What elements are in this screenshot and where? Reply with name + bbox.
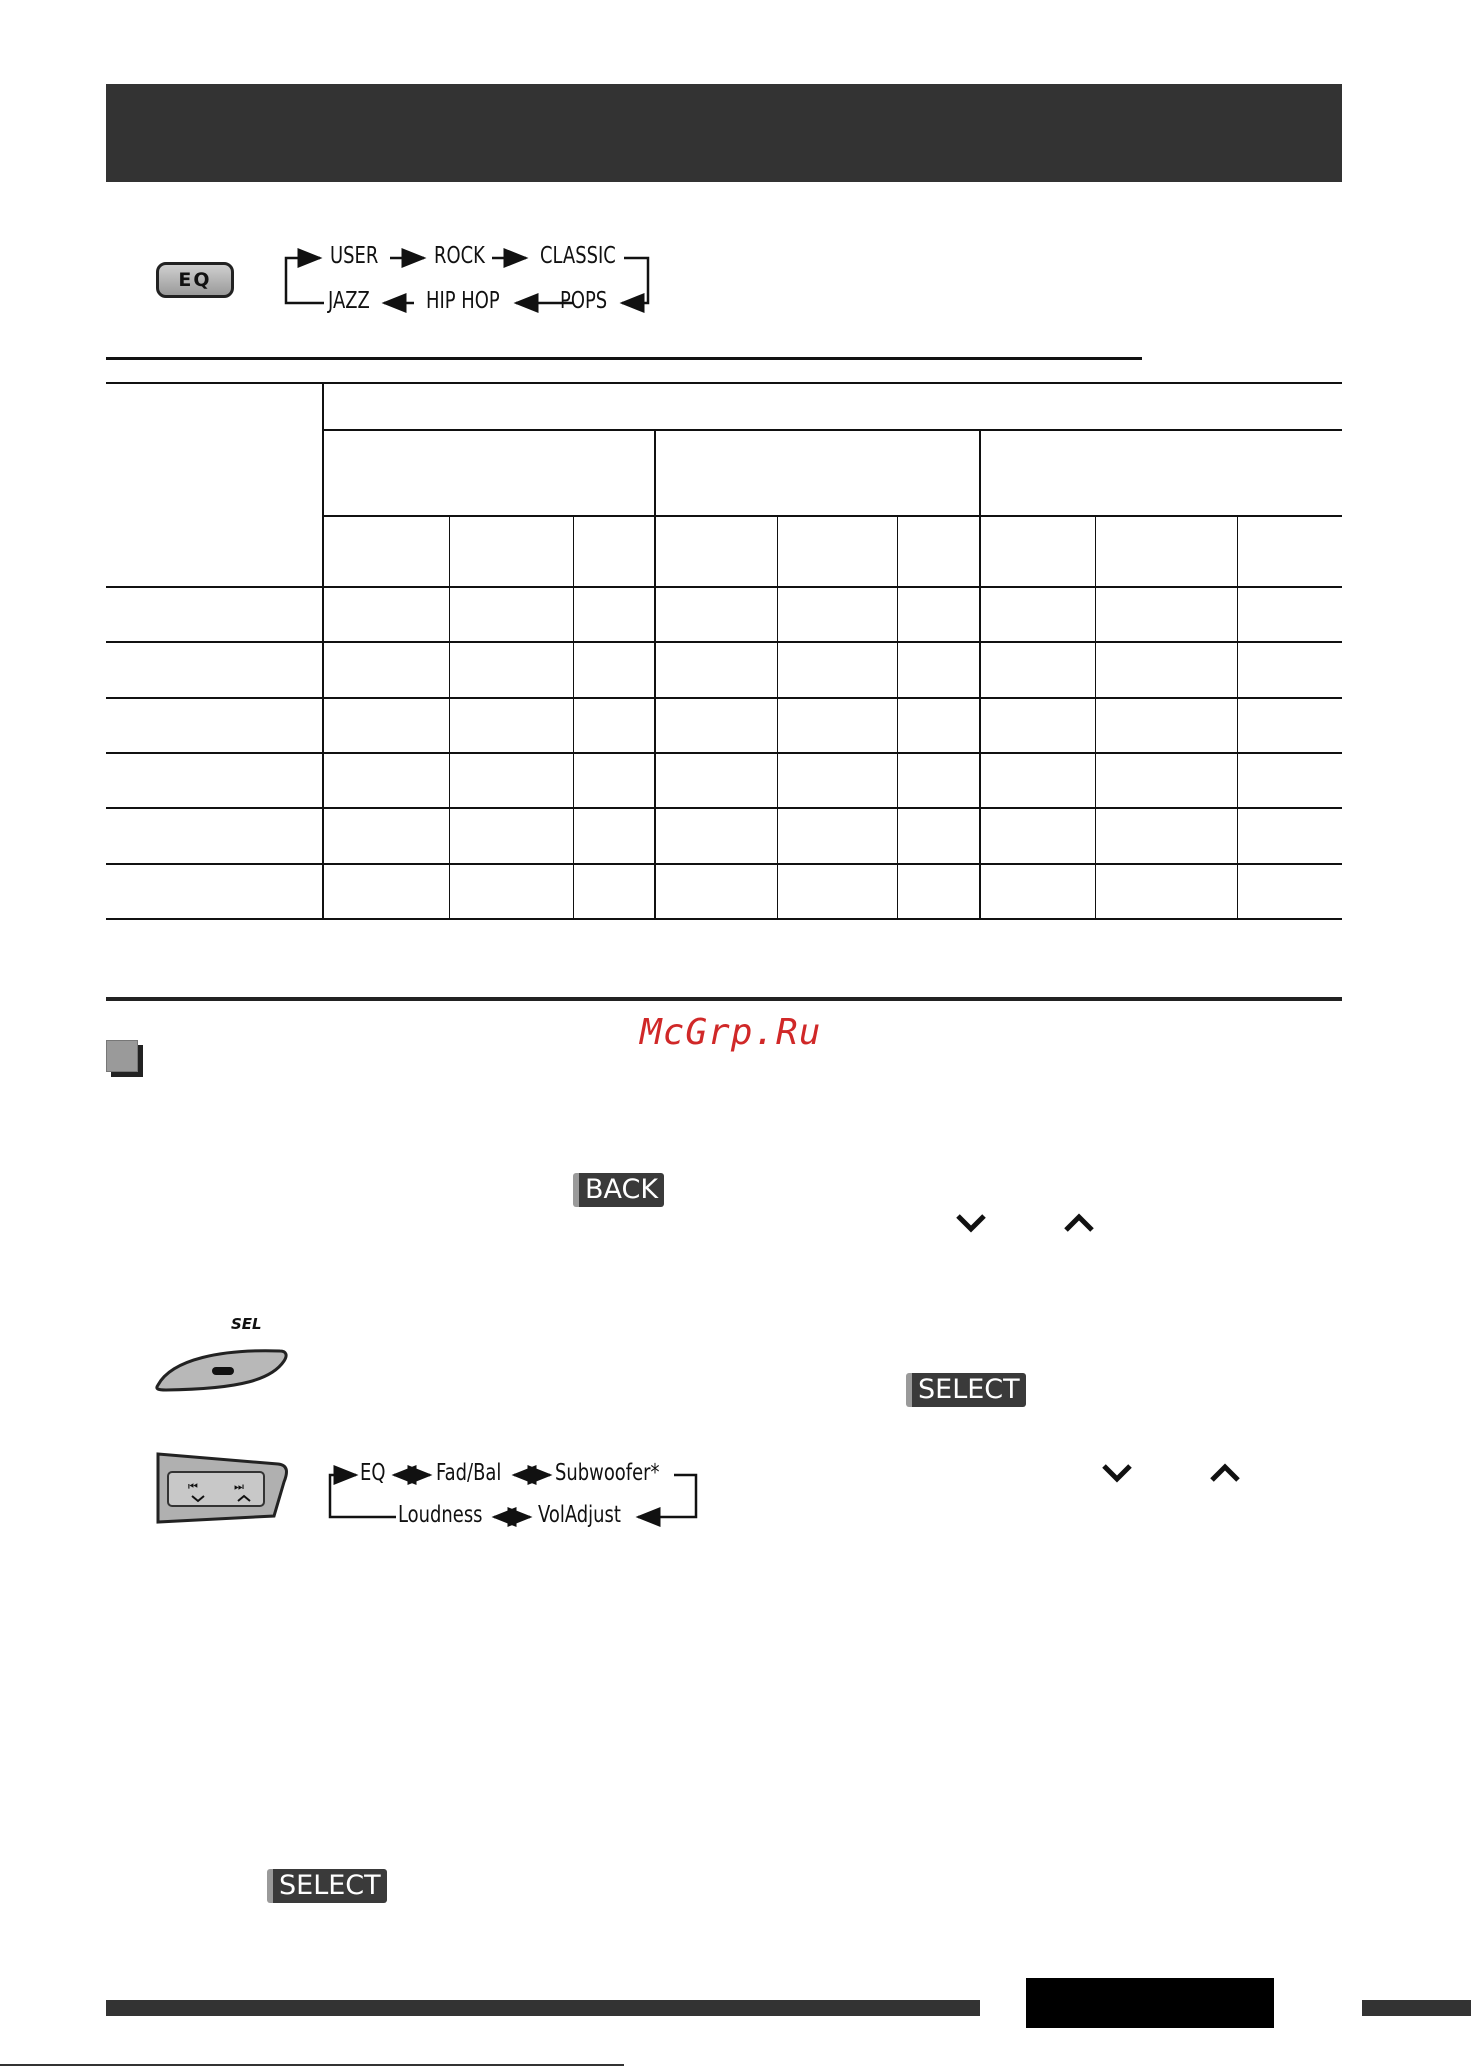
table-cell bbox=[573, 698, 655, 753]
chevron-up-icon[interactable] bbox=[1063, 1212, 1095, 1234]
table-row bbox=[106, 642, 1342, 698]
table-cell bbox=[573, 753, 655, 808]
table-cell bbox=[1237, 516, 1342, 587]
table-cell bbox=[777, 753, 897, 808]
table-cell bbox=[980, 864, 1095, 919]
footer-page-tab bbox=[1026, 1978, 1274, 2028]
sel-label: SEL bbox=[231, 1315, 262, 1333]
skip-control-icon[interactable] bbox=[154, 1450, 290, 1526]
footer-bar-right bbox=[1362, 2000, 1471, 2016]
table-cell bbox=[655, 808, 777, 864]
table-cell bbox=[897, 753, 980, 808]
table-cell bbox=[1095, 864, 1237, 919]
divider-rule bbox=[106, 357, 1142, 360]
table-cell bbox=[1095, 516, 1237, 587]
eq-mode-classic: CLASSIC bbox=[540, 243, 616, 269]
table-cell bbox=[980, 753, 1095, 808]
table-cell bbox=[655, 698, 777, 753]
table-cell bbox=[777, 642, 897, 698]
back-button[interactable]: BACK bbox=[573, 1173, 664, 1207]
table-cell bbox=[573, 587, 655, 642]
table-cell bbox=[655, 516, 777, 587]
table-cell bbox=[777, 698, 897, 753]
menu-item-subwoofer: Subwoofer* bbox=[555, 1460, 660, 1486]
table-cell bbox=[106, 808, 323, 864]
table-cell bbox=[1237, 587, 1342, 642]
table-cell bbox=[323, 642, 449, 698]
table-cell bbox=[655, 587, 777, 642]
menu-item-eq: EQ bbox=[360, 1460, 386, 1486]
table-cell bbox=[777, 516, 897, 587]
select-button-bottom[interactable]: SELECT bbox=[267, 1869, 387, 1903]
table-cell bbox=[323, 808, 449, 864]
table-cell bbox=[106, 587, 323, 642]
table-cell bbox=[1237, 642, 1342, 698]
eq-mode-jazz: JAZZ bbox=[328, 288, 370, 314]
table-cell bbox=[449, 587, 573, 642]
table-row bbox=[106, 864, 1342, 919]
table-header-row bbox=[106, 383, 1342, 430]
eq-mode-pops: POPS bbox=[560, 288, 608, 314]
table-band-header bbox=[655, 430, 980, 516]
svg-text:⏭: ⏭ bbox=[234, 1480, 244, 1493]
table-cell bbox=[449, 808, 573, 864]
table-cell bbox=[897, 698, 980, 753]
chevron-down-icon[interactable] bbox=[1101, 1462, 1133, 1484]
table-cell bbox=[106, 642, 323, 698]
table-cell bbox=[449, 864, 573, 919]
menu-item-fadbal: Fad/Bal bbox=[436, 1460, 502, 1486]
table-band-header bbox=[980, 430, 1342, 516]
footer-hairline bbox=[0, 2064, 624, 2066]
footer-bar-left bbox=[106, 2000, 980, 2016]
table-cell bbox=[655, 642, 777, 698]
table-cell bbox=[323, 864, 449, 919]
table-cell bbox=[777, 587, 897, 642]
table-cell bbox=[449, 698, 573, 753]
table-cell bbox=[449, 642, 573, 698]
table-cell bbox=[980, 516, 1095, 587]
table-cell bbox=[449, 753, 573, 808]
table-row bbox=[106, 808, 1342, 864]
table-cell bbox=[573, 808, 655, 864]
table-cell bbox=[897, 864, 980, 919]
table-cell bbox=[106, 864, 323, 919]
section-divider bbox=[106, 997, 1342, 1001]
table-cell bbox=[1095, 808, 1237, 864]
table-cell bbox=[777, 864, 897, 919]
table-cell bbox=[106, 753, 323, 808]
table-cell bbox=[897, 587, 980, 642]
table-cell bbox=[1095, 698, 1237, 753]
table-cell bbox=[1237, 808, 1342, 864]
table-cell bbox=[573, 642, 655, 698]
menu-item-loudness: Loudness bbox=[398, 1502, 483, 1528]
table-cell bbox=[655, 864, 777, 919]
table-cell bbox=[1095, 753, 1237, 808]
eq-settings-table bbox=[106, 382, 1342, 920]
table-cell bbox=[323, 698, 449, 753]
section-bullet-icon bbox=[106, 1040, 138, 1072]
table-cell bbox=[106, 698, 323, 753]
table-cell bbox=[573, 864, 655, 919]
table-cell bbox=[897, 516, 980, 587]
select-button[interactable]: SELECT bbox=[906, 1373, 1026, 1407]
table-cell bbox=[980, 698, 1095, 753]
table-row bbox=[106, 753, 1342, 808]
section-header-bar bbox=[106, 84, 1342, 182]
eq-cycle-diagram bbox=[284, 240, 664, 320]
menu-item-voladjust: VolAdjust bbox=[538, 1502, 621, 1528]
svg-text:⏮: ⏮ bbox=[188, 1480, 198, 1493]
table-cell bbox=[1237, 698, 1342, 753]
chevron-down-icon[interactable] bbox=[955, 1212, 987, 1234]
table-band-header bbox=[323, 430, 655, 516]
table-cell bbox=[573, 516, 655, 587]
table-cell bbox=[323, 587, 449, 642]
table-cell bbox=[1095, 642, 1237, 698]
eq-mode-user: USER bbox=[330, 243, 379, 269]
menu-cycle-diagram bbox=[326, 1455, 706, 1535]
eq-mode-hiphop: HIP HOP bbox=[426, 288, 500, 314]
table-cell bbox=[1095, 587, 1237, 642]
table-cell bbox=[980, 642, 1095, 698]
table-cell bbox=[980, 808, 1095, 864]
table-cell bbox=[777, 808, 897, 864]
table-group-header bbox=[323, 383, 1342, 430]
table-cell bbox=[655, 753, 777, 808]
table-cell bbox=[980, 587, 1095, 642]
table-cell bbox=[897, 808, 980, 864]
chevron-up-icon[interactable] bbox=[1209, 1462, 1241, 1484]
table-cell bbox=[323, 516, 449, 587]
table-cell bbox=[449, 516, 573, 587]
table-row bbox=[106, 587, 1342, 642]
table-cell bbox=[1237, 753, 1342, 808]
table-cell bbox=[323, 753, 449, 808]
sel-button[interactable] bbox=[152, 1345, 288, 1393]
table-row bbox=[106, 698, 1342, 753]
eq-mode-rock: ROCK bbox=[434, 243, 485, 269]
watermark: McGrp.Ru bbox=[640, 1012, 822, 1053]
table-corner-cell bbox=[106, 383, 323, 587]
eq-button[interactable]: EQ bbox=[156, 262, 234, 298]
table-cell bbox=[897, 642, 980, 698]
table-cell bbox=[1237, 864, 1342, 919]
